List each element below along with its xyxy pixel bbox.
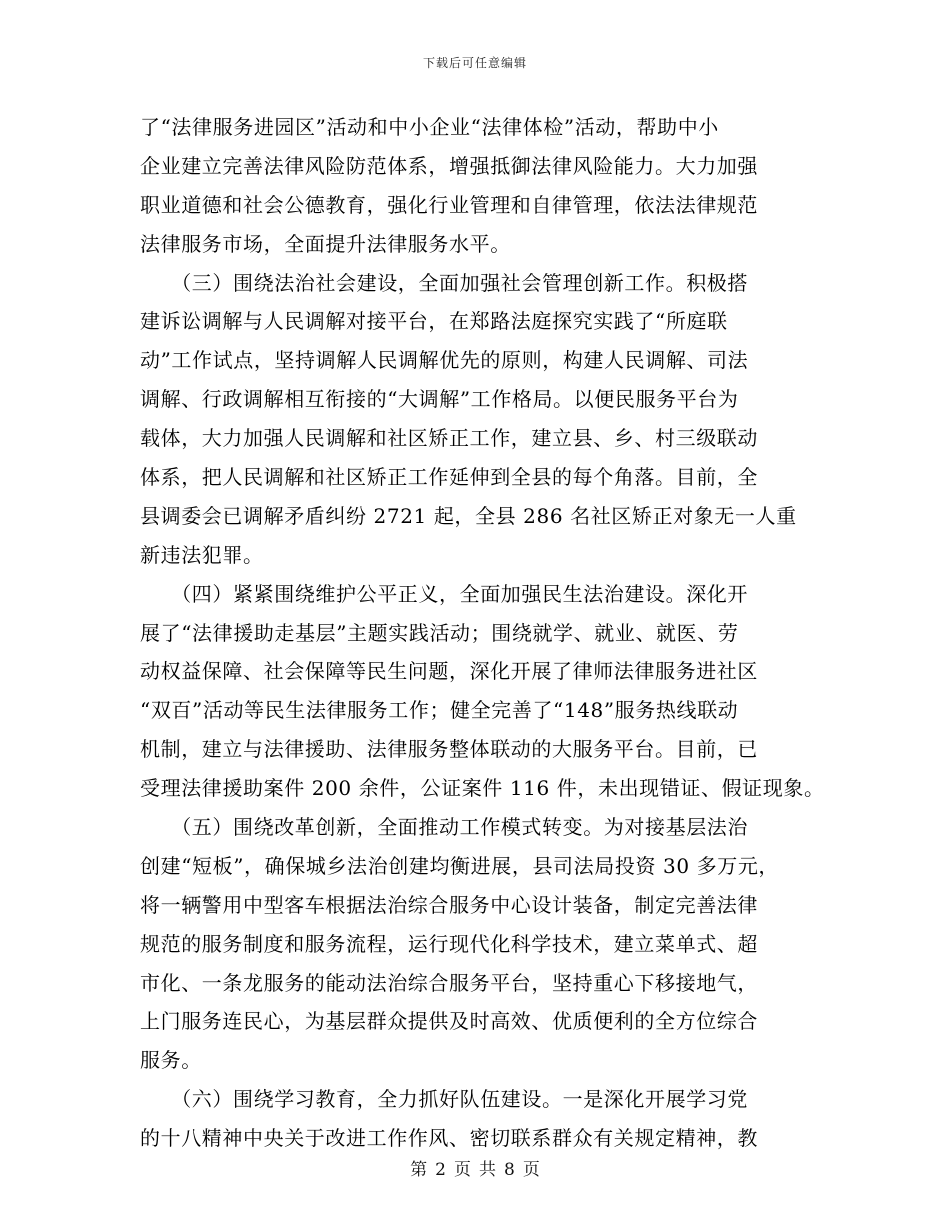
- text-line: “双百”活动等民生法律服务工作；健全完善了“148”服务热线联动: [140, 698, 739, 723]
- footer-total-unit: 页: [522, 1160, 540, 1180]
- text-line: （三）围绕法治社会建设，全面加强社会管理创新工作。积极搭: [140, 270, 748, 295]
- text-line: 载体，大力加强人民调解和社区矫正工作，建立县、乡、村三级联动: [140, 426, 758, 451]
- footer-prefix: 第: [410, 1160, 428, 1180]
- text-line: 了“法律服务进园区”活动和中小企业“法律体检”活动，帮助中小: [140, 115, 719, 139]
- text-line: （四）紧紧围绕维护公平正义，全面加强民生法治建设。深化开: [140, 581, 748, 606]
- page-footer: [0, 1155, 950, 1180]
- text-line: 县调委会已调解矛盾纠纷 2721 起，全县 286 名社区矫正对象无一人重: [140, 503, 797, 528]
- text-line: 上门服务连民心，为基层群众提供及时高效、优质便利的全方位综合: [140, 1009, 758, 1034]
- page-header: 下载后可任意编辑: [422, 56, 527, 70]
- total-page-count: 8: [504, 1160, 515, 1180]
- text-line: 动”工作试点，坚持调解人民调解优先的原则，构建人民调解、司法: [140, 348, 749, 373]
- text-line: （六）围绕学习教育，全力抓好队伍建设。一是深化开展学习党: [140, 1087, 748, 1112]
- text-line: 服务。: [140, 1048, 202, 1073]
- text-line: 创建“短板”，确保城乡法治创建均衡进展，县司法局投资 30 多万元，: [140, 853, 780, 878]
- text-line: 将一辆警用中型客车根据法治综合服务中心设计装备，制定完善法律: [140, 892, 758, 917]
- text-line: 法律服务市场，全面提升法律服务水平。: [140, 231, 511, 256]
- text-line: （五）围绕改革创新，全面推动工作模式转变。为对接基层法治: [140, 815, 748, 840]
- text-line: 动权益保障、社会保障等民生问题，深化开展了律师法律服务进社区: [140, 659, 758, 684]
- current-page-number: 2: [435, 1160, 446, 1180]
- document-body: [140, 108, 825, 1158]
- text-line: 机制，建立与法律援助、法律服务整体联动的大服务平台。目前，已: [140, 737, 758, 762]
- text-line: 职业道德和社会公德教育，强化行业管理和自律管理，依法法律规范: [140, 192, 758, 217]
- text-line: 市化、一条龙服务的能动法治综合服务平台，坚持重心下移接地气，: [140, 970, 758, 995]
- text-line: 新违法犯罪。: [140, 542, 264, 567]
- footer-page-unit: 页: [454, 1160, 471, 1180]
- text-line: 的十八精神中央关于改进工作作风、密切联系群众有关规定精神，教: [140, 1126, 758, 1151]
- text-line: 企业建立完善法律风险防范体系，增强抵御法律风险能力。大力加强: [140, 153, 758, 178]
- text-line: 展了“法律援助走基层”主题实践活动；围绕就学、就业、就医、劳: [140, 620, 739, 645]
- footer-total-prefix: 共: [479, 1160, 496, 1180]
- text-line: 体系，把人民调解和社区矫正工作延伸到全县的每个角落。目前，全: [140, 465, 758, 490]
- text-line: 调解、行政调解相互衔接的“大调解”工作格局。以便民服务平台为: [140, 387, 739, 412]
- text-line: 受理法律援助案件 200 余件，公证案件 116 件，未出现错证、假证现象。: [140, 776, 825, 801]
- text-line: 规范的服务制度和服务流程，运行现代化科学技术，建立菜单式、超: [140, 931, 758, 956]
- text-line: 建诉讼调解与人民调解对接平台，在郑路法庭探究实践了“所庭联: [140, 309, 728, 334]
